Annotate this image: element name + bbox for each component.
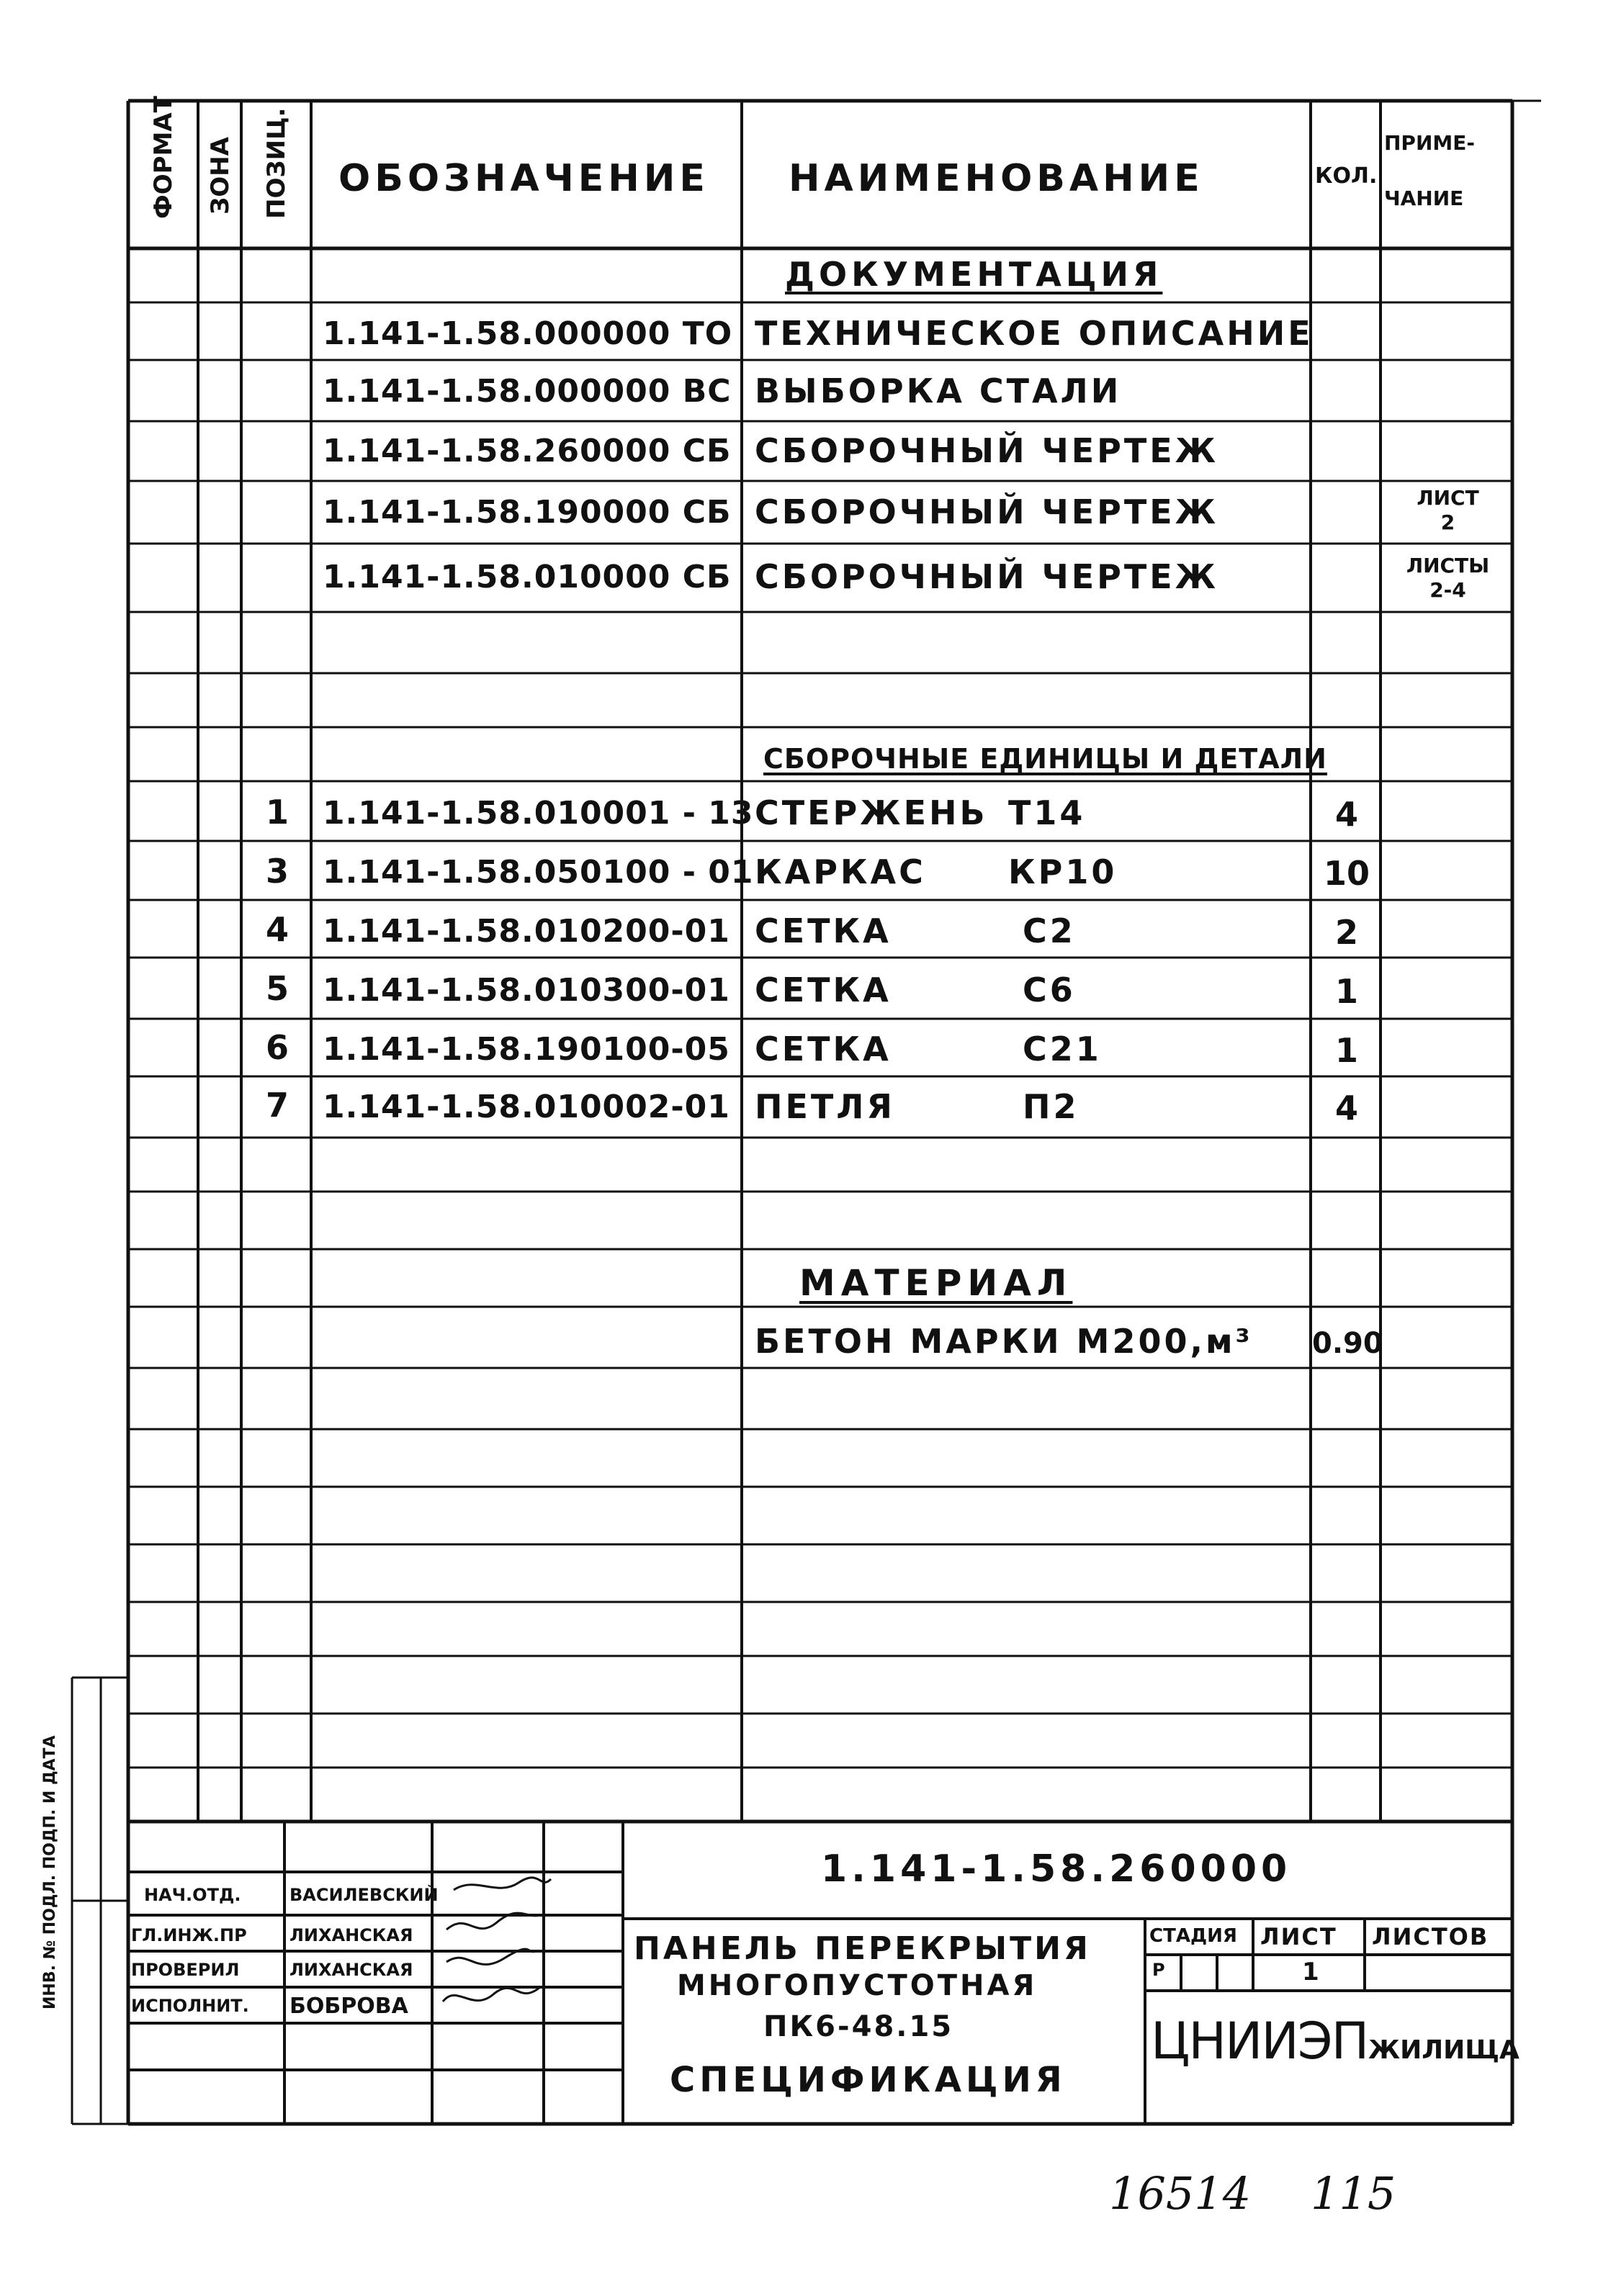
part-position: 6 — [265, 1028, 289, 1067]
part-name: СЕТКА — [755, 911, 892, 950]
section-documentation: ДОКУМЕНТАЦИЯ — [785, 255, 1163, 294]
doc-name: ТЕХНИЧЕСКОЕ ОПИСАНИЕ — [755, 314, 1314, 353]
header-format: ФОРМАТ — [149, 96, 178, 219]
part-name: СЕТКА — [755, 1030, 892, 1068]
sheets-label: ЛИСТОВ — [1372, 1923, 1489, 1950]
material-qty: 0.90 — [1312, 1327, 1383, 1360]
part-designation: 1.141-1.58.010001 - 13 — [323, 795, 754, 832]
part-name: СТЕРЖЕНЬ — [755, 793, 988, 832]
part-designation: 1.141-1.58.010300-01 — [323, 972, 730, 1009]
role-person: ЛИХАНСКАЯ — [289, 1925, 413, 1945]
role-label: ГЛ.ИНЖ.ПР — [131, 1925, 247, 1945]
part-position: 4 — [265, 910, 289, 949]
title-line1: ПАНЕЛЬ ПЕРЕКРЫТИЯ — [634, 1930, 1091, 1967]
part-name: СЕТКА — [755, 971, 892, 1009]
material-name: БЕТОН МАРКИ М200,м³ — [755, 1322, 1253, 1361]
doc-name: СБОРОЧНЫЙ ЧЕРТЕЖ — [755, 431, 1219, 470]
header-designation: ОБОЗНАЧЕНИЕ — [338, 157, 709, 200]
part-qty: 10 — [1323, 854, 1370, 893]
doc-name: ВЫБОРКА СТАЛИ — [755, 372, 1122, 410]
doc-name: СБОРОЧНЫЙ ЧЕРТЕЖ — [755, 492, 1219, 531]
part-mark: С2 — [1023, 911, 1076, 950]
part-mark: КР10 — [1008, 852, 1118, 891]
doc-note-line2: 2 — [1440, 510, 1455, 534]
section-material: МАТЕРИАЛ — [799, 1262, 1073, 1304]
doc-note-line2: 2-4 — [1429, 578, 1466, 602]
sheet-label: ЛИСТ — [1260, 1923, 1337, 1950]
title-line2: МНОГОПУСТОТНАЯ — [677, 1969, 1038, 2002]
part-qty: 1 — [1334, 1031, 1358, 1070]
header-name: НАИМЕНОВАНИЕ — [789, 157, 1204, 200]
part-designation: 1.141-1.58.010002-01 — [323, 1089, 730, 1125]
doc-designation: 1.141-1.58.000000 ТО — [323, 315, 733, 352]
header-note-line1: ПРИМЕ- — [1384, 131, 1475, 155]
part-qty: 4 — [1334, 1089, 1358, 1127]
role-person: ЛИХАНСКАЯ — [289, 1960, 413, 1980]
part-position: 1 — [265, 793, 289, 832]
role-label: ПРОВЕРИЛ — [131, 1960, 240, 1980]
doc-designation: 1.141-1.58.010000 СБ — [323, 559, 732, 595]
header-position: ПОЗИЦ. — [262, 107, 291, 219]
doc-name: СБОРОЧНЫЙ ЧЕРТЕЖ — [755, 557, 1219, 596]
part-designation: 1.141-1.58.010200-01 — [323, 913, 730, 950]
doc-designation: 1.141-1.58.190000 СБ — [323, 494, 732, 531]
part-position: 7 — [265, 1086, 289, 1125]
organization-main: ЦНИИЭП — [1151, 2012, 1368, 2071]
header-note-line2: ЧАНИЕ — [1384, 186, 1464, 210]
role-person: БОБРОВА — [289, 1994, 408, 2019]
part-mark: Т14 — [1008, 793, 1086, 832]
part-position: 3 — [265, 852, 289, 891]
part-qty: 4 — [1334, 795, 1358, 834]
stage-value: Р — [1152, 1960, 1165, 1980]
part-name: ПЕТЛЯ — [755, 1087, 895, 1126]
part-qty: 2 — [1334, 913, 1358, 952]
handwritten-number-left: 16514 — [1109, 2167, 1252, 2220]
title-line4: СПЕЦИФИКАЦИЯ — [670, 2060, 1067, 2100]
signatures — [432, 1868, 555, 2027]
part-mark: С6 — [1023, 971, 1076, 1009]
title-doc-number: 1.141-1.58.260000 — [821, 1847, 1292, 1891]
header-qty: КОЛ. — [1315, 163, 1378, 189]
part-mark: С21 — [1023, 1030, 1102, 1068]
part-name: КАРКАС — [755, 852, 926, 891]
header-zone: ЗОНА — [206, 137, 235, 215]
handwritten-number-right: 115 — [1311, 2167, 1396, 2220]
title-line3: ПК6-48.15 — [763, 2010, 954, 2043]
role-person: ВАСИЛЕВСКИЙ — [289, 1885, 439, 1905]
doc-note-line1: ЛИСТ — [1417, 486, 1479, 510]
role-label: ИСПОЛНИТ. — [131, 1996, 249, 2016]
part-position: 5 — [265, 969, 289, 1008]
section-assemblies: СБОРОЧНЫЕ ЕДИНИЦЫ И ДЕТАЛИ — [763, 743, 1327, 775]
doc-note-line1: ЛИСТЫ — [1406, 554, 1490, 577]
part-designation: 1.141-1.58.190100-05 — [323, 1031, 730, 1068]
organization-sub: ЖИЛИЩА — [1368, 2035, 1520, 2065]
side-stamp-label: ИНВ. № ПОДЛ. ПОДП. И ДАТА — [41, 1735, 59, 2009]
part-mark: П2 — [1023, 1087, 1079, 1126]
part-qty: 1 — [1334, 972, 1358, 1011]
part-designation: 1.141-1.58.050100 - 01 — [323, 854, 754, 891]
doc-designation: 1.141-1.58.260000 СБ — [323, 433, 732, 469]
doc-designation: 1.141-1.58.000000 ВС — [323, 373, 732, 410]
role-label: НАЧ.ОТД. — [144, 1885, 241, 1905]
stage-label: СТАДИЯ — [1149, 1925, 1237, 1947]
sheet-value: 1 — [1302, 1958, 1319, 1986]
